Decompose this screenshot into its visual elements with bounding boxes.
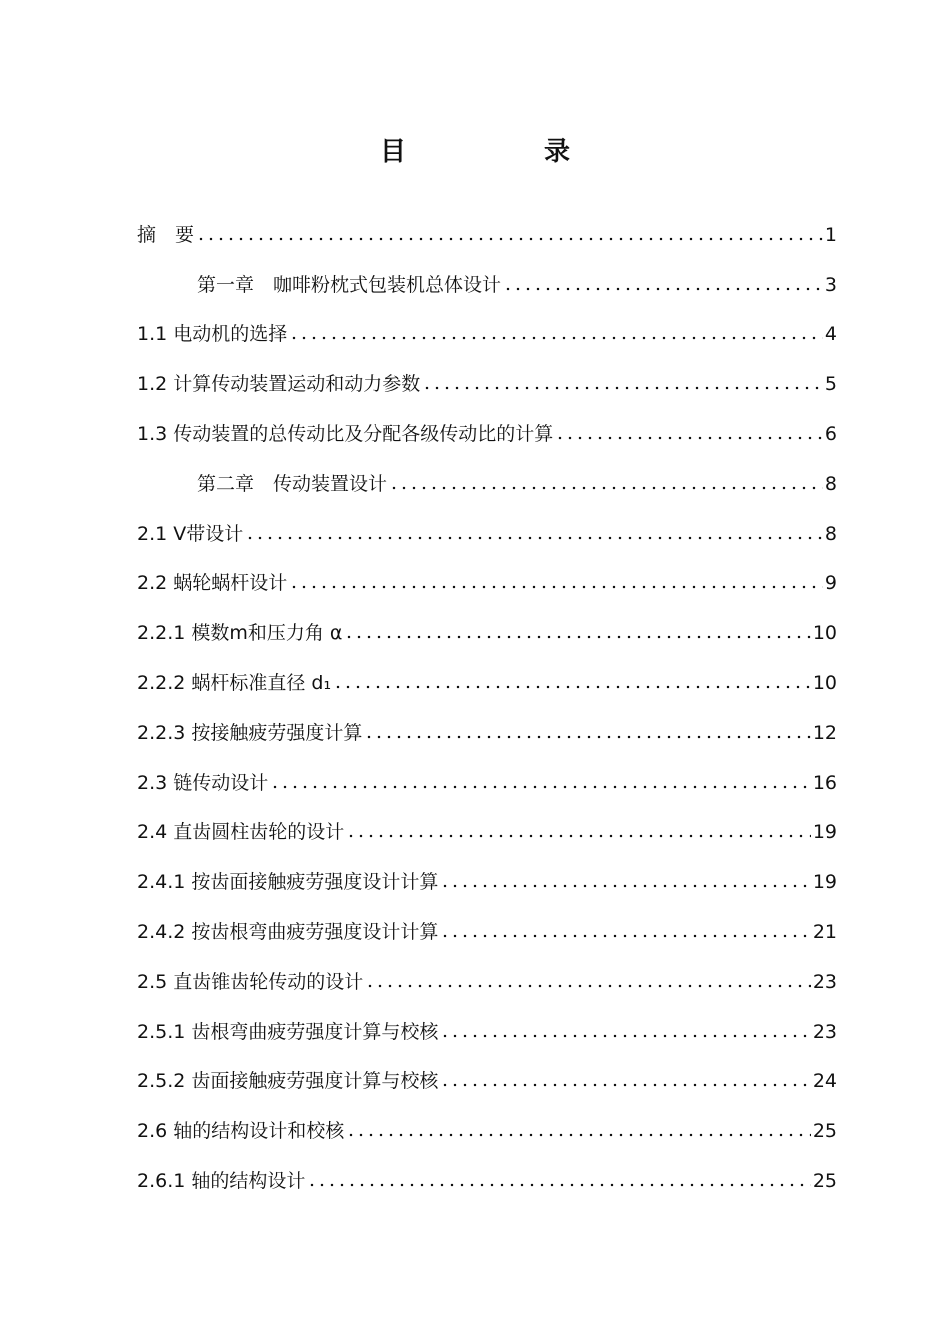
toc-page-number: 1 [824,223,837,246]
dot-leader [346,1129,811,1141]
dot-leader [440,1079,810,1091]
toc-page-number: 9 [824,572,837,595]
toc-entry[interactable] [137,554,837,604]
toc-entry-text: 2.5 直齿锥齿轮传动的设计 [137,970,364,993]
toc-entry-text: 第一章 咖啡粉枕式包装机总体设计 [197,273,502,296]
toc-entry-text: 2.6 轴的结构设计和校核 [137,1120,345,1143]
toc-page-number: 23 [812,970,837,993]
toc-entry-text: 第二章 传动装置设计 [197,472,388,495]
dot-leader [440,880,810,892]
toc-entry[interactable] [137,354,837,404]
toc-entry-text: 2.2 蜗轮蜗杆设计 [137,572,288,595]
dot-leader [346,830,811,842]
toc-page-number: 10 [812,671,837,694]
toc-title: 目 录 [379,137,626,167]
toc-entry[interactable] [137,753,837,803]
toc-entry-text: 2.2.2 蜗杆标准直径 d₁ [137,671,332,694]
toc-page-number: 25 [812,1169,837,1192]
toc-list [137,205,837,1201]
toc-entry-text: 2.4.1 按齿面接触疲劳强度设计计算 [137,871,439,894]
toc-entry[interactable] [137,1002,837,1052]
dot-leader [365,980,811,992]
toc-entry[interactable] [137,952,837,1002]
toc-page-number: 8 [824,472,837,495]
dot-leader [333,681,811,693]
toc-entry-text: 2.2.3 按接触疲劳强度计算 [137,721,363,744]
dot-leader [364,731,810,743]
dot-leader [245,532,823,544]
toc-page-number: 25 [812,1120,837,1143]
dot-leader [503,283,823,295]
toc-entry[interactable] [137,703,837,753]
toc-page-number: 12 [812,721,837,744]
toc-page-number: 8 [824,522,837,545]
toc-entry[interactable] [137,653,837,703]
toc-page-number: 19 [812,821,837,844]
toc-page-number: 24 [812,1070,837,1093]
toc-entry[interactable] [137,803,837,853]
toc-entry-text: 2.3 链传动设计 [137,771,269,794]
dot-leader [289,332,823,344]
toc-entry-text: 1.2 计算传动装置运动和动力参数 [137,373,421,396]
toc-entry[interactable] [137,902,837,952]
toc-entry[interactable] [137,404,837,454]
toc-entry-text: 2.2.1 模数m和压力角 α [137,622,343,645]
dot-leader [196,233,823,245]
dot-leader [344,631,810,643]
toc-entry[interactable] [137,1052,837,1102]
dot-leader [440,1030,810,1042]
dot-leader [307,1179,810,1191]
toc-entry[interactable] [137,205,837,255]
dot-leader [389,482,823,494]
toc-entry[interactable] [137,603,837,653]
toc-entry-text: 摘 要 [137,223,195,246]
toc-entry[interactable] [137,852,837,902]
toc-entry-text: 1.1 电动机的选择 [137,323,288,346]
dot-leader [270,781,811,793]
toc-page-number: 3 [824,273,837,296]
toc-entry[interactable] [137,305,837,355]
toc-entry-text: 2.4.2 按齿根弯曲疲劳强度设计计算 [137,920,439,943]
toc-entry-text: 2.5.1 齿根弯曲疲劳强度计算与校核 [137,1020,439,1043]
toc-entry[interactable] [137,1151,837,1201]
toc-entry-text: 2.6.1 轴的结构设计 [137,1169,306,1192]
dot-leader [440,930,810,942]
dot-leader [289,581,823,593]
toc-chapter-entry[interactable] [137,255,837,305]
toc-entry-text: 2.1 V带设计 [137,522,244,545]
toc-entry[interactable] [137,504,837,554]
toc-page-number: 21 [812,920,837,943]
dot-leader [555,432,823,444]
toc-page-number: 5 [824,373,837,396]
dot-leader [422,382,823,394]
toc-page-number: 4 [824,323,837,346]
toc-entry[interactable] [137,1101,837,1151]
toc-page-number: 16 [812,771,837,794]
toc-chapter-entry[interactable] [137,454,837,504]
toc-page-number: 6 [824,422,837,445]
toc-entry-text: 2.5.2 齿面接触疲劳强度计算与校核 [137,1070,439,1093]
toc-page-number: 10 [812,622,837,645]
toc-entry-text: 2.4 直齿圆柱齿轮的设计 [137,821,345,844]
toc-page-number: 23 [812,1020,837,1043]
toc-entry-text: 1.3 传动装置的总传动比及分配各级传动比的计算 [137,422,554,445]
toc-page-number: 19 [812,871,837,894]
